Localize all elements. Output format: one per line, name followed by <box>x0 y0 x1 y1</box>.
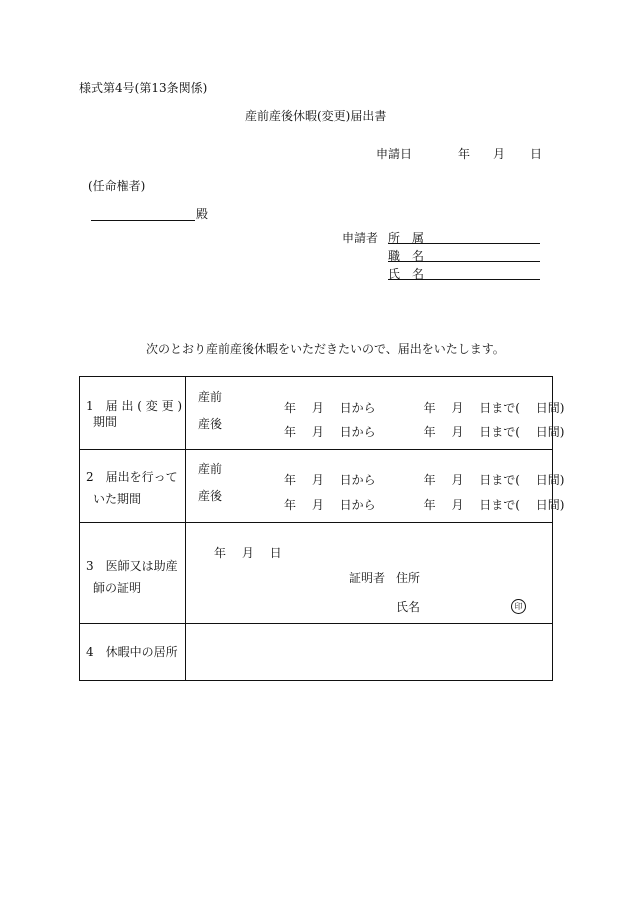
row2-post-period[interactable]: 年 月 日から 年 月 日まで( 日間) <box>284 498 565 512</box>
affiliation-line[interactable] <box>388 243 540 244</box>
addressee-honorific: 殿 <box>196 207 209 221</box>
form-number: 様式第4号(第13条関係) <box>79 81 208 95</box>
row3-value-cell[interactable] <box>186 523 553 624</box>
row1-label-line2: 期間 <box>93 415 118 429</box>
row2-label-line2: いた期間 <box>93 492 142 506</box>
row2-value-cell[interactable] <box>186 450 565 523</box>
row2-post-label: 産後 <box>198 489 223 503</box>
position-line[interactable] <box>388 261 540 262</box>
row2-pre-period[interactable]: 年 月 日から 年 月 日まで( 日間) <box>284 473 565 487</box>
name-line[interactable] <box>388 279 540 280</box>
affiliation-label: 所 属 <box>388 231 425 245</box>
row-certification <box>80 523 553 624</box>
row1-post-period[interactable]: 年 月 日から 年 月 日まで( 日間) <box>284 425 565 439</box>
row2-pre-label: 産前 <box>198 462 223 476</box>
row-previous-period <box>80 450 553 523</box>
row4-label-cell <box>80 624 186 681</box>
applicant-label: 申請者 <box>342 231 379 245</box>
row4-value-cell[interactable] <box>186 624 553 681</box>
row4-label: 4 休暇中の居所 <box>86 645 178 659</box>
row1-value-cell[interactable] <box>186 377 565 450</box>
name-label: 氏 名 <box>388 267 425 281</box>
row2-label-cell <box>80 450 186 523</box>
row1-label-cell <box>80 377 186 450</box>
row3-label-line2: 師の証明 <box>93 581 142 595</box>
row1-pre-period[interactable]: 年 月 日から 年 月 日まで( 日間) <box>284 401 565 415</box>
leave-form-table <box>79 376 565 681</box>
application-date-year: 年 <box>458 147 471 161</box>
row1-post-label: 産後 <box>198 417 223 431</box>
certifier-address-label: 住所 <box>396 571 421 585</box>
row-notification-period <box>80 377 553 450</box>
certifier-label: 証明者 <box>349 571 386 585</box>
certifier-name-label: 氏名 <box>396 600 421 614</box>
certification-date[interactable]: 年 月 日 <box>214 546 282 560</box>
application-date-month: 月 <box>493 147 506 161</box>
document-title: 産前産後休暇(変更)届出書 <box>245 109 387 123</box>
application-date-label: 申請日 <box>376 147 413 161</box>
statement-text: 次のとおり産前産後休暇をいただきたいので、届出をいたします。 <box>146 342 505 356</box>
row3-label-cell <box>80 523 186 624</box>
application-date-day: 日 <box>530 147 543 161</box>
row-residence <box>80 624 553 681</box>
row3-label-line1: 3 医師又は助産 <box>86 559 178 573</box>
position-label: 職 名 <box>388 249 425 263</box>
row2-label-line1: 2 届出を行って <box>86 470 178 484</box>
row1-label-line1: 1 届 出 ( 変 更 ) <box>86 399 183 413</box>
seal-mark: 印 <box>511 599 526 614</box>
addressee-label: (任命権者) <box>88 179 146 193</box>
addressee-line[interactable] <box>91 220 195 221</box>
row1-pre-label: 産前 <box>198 390 223 404</box>
